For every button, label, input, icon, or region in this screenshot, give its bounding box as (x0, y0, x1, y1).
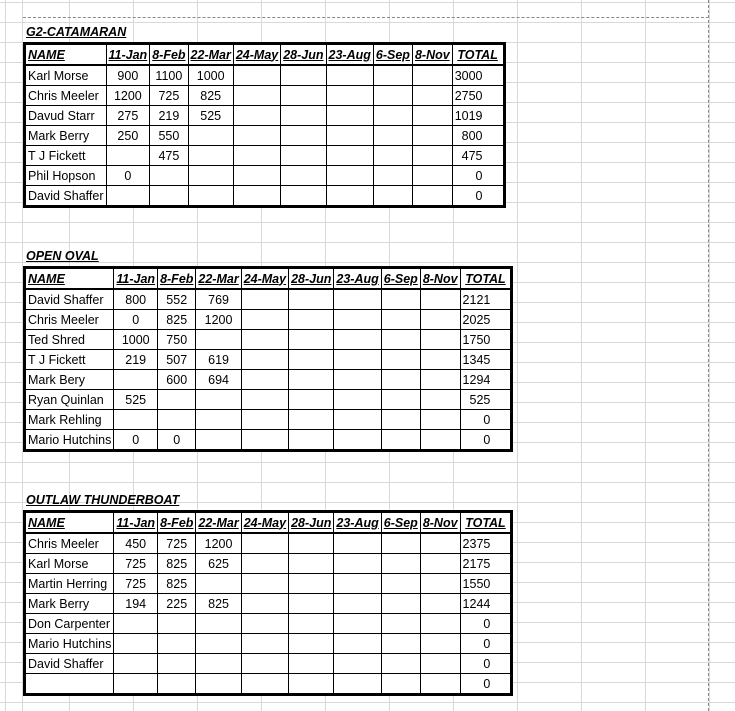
column-header-28-jun[interactable]: 28-Jun (289, 512, 334, 534)
points-cell[interactable] (412, 166, 452, 186)
column-header-24-may[interactable]: 24-May (233, 44, 280, 66)
points-cell[interactable]: 769 (196, 289, 241, 310)
driver-name-cell[interactable]: Davud Starr (25, 106, 107, 126)
points-cell[interactable] (412, 86, 452, 106)
points-cell[interactable] (241, 674, 288, 695)
table-row (25, 430, 512, 451)
points-cell[interactable] (326, 146, 373, 166)
points-cell[interactable] (381, 634, 420, 654)
total-cell[interactable]: 2121 (460, 289, 512, 310)
points-cell[interactable]: 725 (150, 86, 188, 106)
points-cell[interactable] (289, 370, 334, 390)
column-header-8-nov[interactable]: 8-Nov (420, 268, 460, 290)
points-cell[interactable] (373, 186, 412, 207)
points-cell[interactable] (381, 330, 420, 350)
points-cell[interactable]: 194 (114, 594, 158, 614)
page-break-vertical (708, 0, 709, 711)
points-cell[interactable] (158, 390, 196, 410)
points-cell[interactable] (334, 634, 381, 654)
standings-table (23, 266, 513, 452)
points-cell[interactable]: 475 (150, 146, 188, 166)
driver-name-cell[interactable]: Don Carpenter (25, 614, 114, 634)
table-row (25, 410, 512, 430)
table-row (25, 330, 512, 350)
points-cell[interactable]: 525 (188, 106, 233, 126)
points-cell[interactable]: 0 (114, 310, 158, 330)
points-cell[interactable]: 1000 (114, 330, 158, 350)
column-header-total[interactable]: TOTAL (460, 268, 512, 290)
points-cell[interactable]: 219 (114, 350, 158, 370)
points-cell[interactable] (326, 106, 373, 126)
points-cell[interactable] (420, 654, 460, 674)
points-cell[interactable] (381, 533, 420, 554)
points-cell[interactable] (241, 594, 288, 614)
points-cell[interactable] (241, 370, 288, 390)
points-cell[interactable] (420, 614, 460, 634)
points-cell[interactable] (373, 126, 412, 146)
points-cell[interactable] (420, 634, 460, 654)
points-cell[interactable] (412, 186, 452, 207)
points-cell[interactable] (420, 370, 460, 390)
driver-name-cell[interactable]: Karl Morse (25, 554, 114, 574)
points-cell[interactable] (281, 166, 326, 186)
points-cell[interactable] (158, 674, 196, 695)
total-cell[interactable]: 0 (452, 166, 504, 186)
table-row (25, 574, 512, 594)
driver-name-cell[interactable]: Mario Hutchins (25, 430, 114, 451)
points-cell[interactable] (420, 310, 460, 330)
points-cell[interactable] (412, 146, 452, 166)
points-cell[interactable] (420, 350, 460, 370)
points-cell[interactable] (233, 106, 280, 126)
total-cell[interactable]: 0 (460, 410, 512, 430)
total-cell[interactable]: 1019 (452, 106, 504, 126)
total-cell[interactable]: 3000 (452, 65, 504, 86)
points-cell[interactable] (289, 614, 334, 634)
points-cell[interactable] (196, 634, 241, 654)
points-cell[interactable] (334, 430, 381, 451)
points-cell[interactable] (334, 370, 381, 390)
points-cell[interactable] (196, 614, 241, 634)
points-cell[interactable]: 825 (188, 86, 233, 106)
points-cell[interactable] (233, 126, 280, 146)
points-cell[interactable] (281, 126, 326, 146)
points-cell[interactable] (334, 654, 381, 674)
column-header-11-jan[interactable]: 11-Jan (114, 268, 158, 290)
points-cell[interactable] (106, 186, 150, 207)
total-cell[interactable]: 2375 (460, 533, 512, 554)
points-cell[interactable] (289, 574, 334, 594)
column-header-name[interactable]: NAME (25, 268, 114, 290)
points-cell[interactable]: 725 (114, 574, 158, 594)
points-cell[interactable] (196, 654, 241, 674)
points-cell[interactable]: 0 (158, 430, 196, 451)
points-cell[interactable] (188, 126, 233, 146)
points-cell[interactable]: 0 (114, 430, 158, 451)
total-cell[interactable]: 1550 (460, 574, 512, 594)
driver-name-cell[interactable]: David Shaffer (25, 186, 107, 207)
points-cell[interactable] (150, 186, 188, 207)
total-cell[interactable]: 2175 (460, 554, 512, 574)
total-cell[interactable]: 800 (452, 126, 504, 146)
column-header-8-feb[interactable]: 8-Feb (150, 44, 188, 66)
driver-name-cell[interactable]: Mario Hutchins (25, 634, 114, 654)
points-cell[interactable]: 625 (196, 554, 241, 574)
driver-name-cell[interactable]: David Shaffer (25, 289, 114, 310)
points-cell[interactable] (241, 310, 288, 330)
table-row (25, 146, 505, 166)
points-cell[interactable] (114, 674, 158, 695)
table-row (25, 594, 512, 614)
points-cell[interactable]: 1100 (150, 65, 188, 86)
points-cell[interactable] (241, 533, 288, 554)
points-cell[interactable]: 619 (196, 350, 241, 370)
points-cell[interactable] (289, 410, 334, 430)
total-cell[interactable]: 0 (460, 614, 512, 634)
points-cell[interactable] (114, 614, 158, 634)
column-header-24-may[interactable]: 24-May (241, 512, 288, 534)
points-cell[interactable] (241, 350, 288, 370)
points-cell[interactable]: 525 (114, 390, 158, 410)
points-cell[interactable] (334, 594, 381, 614)
header-row (25, 512, 512, 534)
driver-name-cell[interactable]: T J Fickett (25, 146, 107, 166)
points-cell[interactable] (289, 289, 334, 310)
total-cell[interactable]: 0 (460, 674, 512, 695)
column-header-name[interactable]: NAME (25, 512, 114, 534)
points-cell[interactable] (373, 86, 412, 106)
points-cell[interactable] (334, 310, 381, 330)
row-header-gutter (0, 0, 23, 711)
points-cell[interactable] (334, 574, 381, 594)
table-row (25, 310, 512, 330)
points-cell[interactable]: 750 (158, 330, 196, 350)
column-header-8-nov[interactable]: 8-Nov (412, 44, 452, 66)
table-row (25, 186, 505, 207)
points-cell[interactable] (381, 370, 420, 390)
column-header-6-sep[interactable]: 6-Sep (373, 44, 412, 66)
points-cell[interactable]: 825 (158, 554, 196, 574)
points-cell[interactable] (233, 146, 280, 166)
points-cell[interactable] (241, 430, 288, 451)
points-cell[interactable] (381, 674, 420, 695)
points-cell[interactable] (281, 146, 326, 166)
points-cell[interactable] (381, 390, 420, 410)
points-cell[interactable]: 552 (158, 289, 196, 310)
points-cell[interactable] (241, 390, 288, 410)
points-cell[interactable] (289, 533, 334, 554)
points-cell[interactable] (233, 166, 280, 186)
column-header-24-may[interactable]: 24-May (241, 268, 288, 290)
table-row (25, 614, 512, 634)
points-cell[interactable] (289, 330, 334, 350)
total-cell[interactable]: 2025 (460, 310, 512, 330)
points-cell[interactable] (373, 65, 412, 86)
points-cell[interactable] (326, 65, 373, 86)
points-cell[interactable]: 1000 (188, 65, 233, 86)
points-cell[interactable] (289, 430, 334, 451)
points-cell[interactable] (420, 410, 460, 430)
points-cell[interactable]: 507 (158, 350, 196, 370)
points-cell[interactable] (158, 410, 196, 430)
points-cell[interactable] (334, 533, 381, 554)
column-header-total[interactable]: TOTAL (460, 512, 512, 534)
table-row (25, 554, 512, 574)
points-cell[interactable]: 219 (150, 106, 188, 126)
points-cell[interactable] (420, 289, 460, 310)
driver-name-cell[interactable]: Mark Rehling (25, 410, 114, 430)
points-cell[interactable] (233, 65, 280, 86)
points-cell[interactable]: 450 (114, 533, 158, 554)
points-cell[interactable] (334, 390, 381, 410)
points-cell[interactable] (241, 330, 288, 350)
points-cell[interactable] (373, 146, 412, 166)
points-cell[interactable]: 550 (150, 126, 188, 146)
header-row (25, 268, 512, 290)
points-cell[interactable] (241, 574, 288, 594)
points-cell[interactable] (241, 614, 288, 634)
total-cell[interactable]: 525 (460, 390, 512, 410)
points-cell[interactable] (188, 166, 233, 186)
points-cell[interactable] (241, 654, 288, 674)
points-cell[interactable] (420, 574, 460, 594)
points-cell[interactable] (334, 330, 381, 350)
points-cell[interactable] (420, 594, 460, 614)
points-cell[interactable]: 825 (158, 310, 196, 330)
points-cell[interactable] (289, 634, 334, 654)
points-cell[interactable] (158, 654, 196, 674)
points-cell[interactable] (196, 674, 241, 695)
points-cell[interactable] (289, 594, 334, 614)
points-cell[interactable] (188, 146, 233, 166)
header-row (25, 44, 505, 66)
table-row (25, 533, 512, 554)
driver-name-cell[interactable]: Ted Shred (25, 330, 114, 350)
table-row (25, 65, 505, 86)
points-cell[interactable]: 1200 (196, 533, 241, 554)
column-header-8-feb[interactable]: 8-Feb (158, 512, 196, 534)
points-cell[interactable] (381, 289, 420, 310)
points-cell[interactable] (381, 574, 420, 594)
total-cell[interactable]: 1345 (460, 350, 512, 370)
points-cell[interactable] (114, 654, 158, 674)
points-cell[interactable] (289, 310, 334, 330)
points-cell[interactable] (289, 654, 334, 674)
points-cell[interactable] (373, 166, 412, 186)
points-cell[interactable] (114, 634, 158, 654)
table-row (25, 126, 505, 146)
page-break-horizontal (23, 17, 709, 18)
column-header-8-nov[interactable]: 8-Nov (420, 512, 460, 534)
points-cell[interactable] (381, 310, 420, 330)
points-cell[interactable] (381, 654, 420, 674)
table-row (25, 654, 512, 674)
column-header-total[interactable]: TOTAL (452, 44, 504, 66)
points-cell[interactable] (233, 86, 280, 106)
column-header-23-aug[interactable]: 23-Aug (326, 44, 373, 66)
points-cell[interactable] (381, 614, 420, 634)
column-header-6-sep[interactable]: 6-Sep (381, 268, 420, 290)
points-cell[interactable]: 600 (158, 370, 196, 390)
total-cell[interactable]: 1294 (460, 370, 512, 390)
points-cell[interactable] (158, 634, 196, 654)
total-cell[interactable]: 475 (452, 146, 504, 166)
table-row (25, 674, 512, 695)
driver-name-cell[interactable]: David Shaffer (25, 654, 114, 674)
points-cell[interactable] (289, 350, 334, 370)
driver-name-cell[interactable]: Chris Meeler (25, 533, 114, 554)
driver-name-cell[interactable]: Mark Berry (25, 594, 114, 614)
points-cell[interactable] (114, 410, 158, 430)
driver-name-cell[interactable]: T J Fickett (25, 350, 114, 370)
points-cell[interactable] (289, 390, 334, 410)
points-cell[interactable] (381, 350, 420, 370)
points-cell[interactable] (381, 410, 420, 430)
points-cell[interactable]: 275 (106, 106, 150, 126)
total-cell[interactable]: 0 (460, 430, 512, 451)
total-cell[interactable]: 1244 (460, 594, 512, 614)
points-cell[interactable] (281, 186, 326, 207)
points-cell[interactable] (196, 574, 241, 594)
points-cell[interactable] (381, 554, 420, 574)
points-cell[interactable] (241, 289, 288, 310)
standings-table (23, 510, 513, 696)
column-header-23-aug[interactable]: 23-Aug (334, 512, 381, 534)
points-cell[interactable] (196, 410, 241, 430)
points-cell[interactable] (381, 594, 420, 614)
column-header-11-jan[interactable]: 11-Jan (106, 44, 150, 66)
points-cell[interactable] (412, 126, 452, 146)
driver-name-cell[interactable] (25, 674, 114, 695)
points-cell[interactable] (420, 554, 460, 574)
points-cell[interactable]: 0 (106, 166, 150, 186)
driver-name-cell[interactable]: Karl Morse (25, 65, 107, 86)
points-cell[interactable] (420, 430, 460, 451)
points-cell[interactable] (196, 390, 241, 410)
table-row (25, 634, 512, 654)
points-cell[interactable] (326, 86, 373, 106)
column-header-8-feb[interactable]: 8-Feb (158, 268, 196, 290)
points-cell[interactable] (334, 350, 381, 370)
column-header-name[interactable]: NAME (25, 44, 107, 66)
table-row (25, 166, 505, 186)
points-cell[interactable] (158, 614, 196, 634)
points-cell[interactable] (150, 166, 188, 186)
points-cell[interactable]: 1200 (106, 86, 150, 106)
section-title[interactable]: G2-CATAMARAN (26, 25, 127, 39)
points-cell[interactable] (188, 186, 233, 207)
driver-name-cell[interactable]: Mark Berry (25, 126, 107, 146)
points-cell[interactable]: 725 (114, 554, 158, 574)
total-cell[interactable]: 0 (460, 654, 512, 674)
points-cell[interactable] (241, 634, 288, 654)
points-cell[interactable]: 1200 (196, 310, 241, 330)
section-title[interactable]: OPEN OVAL (26, 249, 99, 263)
points-cell[interactable] (334, 554, 381, 574)
points-cell[interactable] (281, 106, 326, 126)
points-cell[interactable] (334, 674, 381, 695)
points-cell[interactable]: 225 (158, 594, 196, 614)
points-cell[interactable]: 825 (196, 594, 241, 614)
driver-name-cell[interactable]: Chris Meeler (25, 86, 107, 106)
points-cell[interactable]: 800 (114, 289, 158, 310)
table-row (25, 350, 512, 370)
column-header-23-aug[interactable]: 23-Aug (334, 268, 381, 290)
column-header-22-mar[interactable]: 22-Mar (196, 512, 241, 534)
points-cell[interactable] (281, 86, 326, 106)
driver-name-cell[interactable]: Martin Herring (25, 574, 114, 594)
section-title[interactable]: OUTLAW THUNDERBOAT (26, 493, 180, 507)
points-cell[interactable] (289, 554, 334, 574)
column-header-22-mar[interactable]: 22-Mar (196, 268, 241, 290)
column-header-11-jan[interactable]: 11-Jan (114, 512, 158, 534)
total-cell[interactable]: 0 (452, 186, 504, 207)
table-row (25, 390, 512, 410)
points-cell[interactable]: 250 (106, 126, 150, 146)
column-header-28-jun[interactable]: 28-Jun (289, 268, 334, 290)
points-cell[interactable] (381, 430, 420, 451)
points-cell[interactable] (326, 186, 373, 207)
points-cell[interactable] (196, 330, 241, 350)
table-row (25, 289, 512, 310)
points-cell[interactable] (373, 106, 412, 126)
points-cell[interactable] (334, 289, 381, 310)
total-cell[interactable]: 2750 (452, 86, 504, 106)
points-cell[interactable] (326, 126, 373, 146)
points-cell[interactable] (281, 65, 326, 86)
column-header-28-jun[interactable]: 28-Jun (281, 44, 326, 66)
points-cell[interactable]: 825 (158, 574, 196, 594)
points-cell[interactable] (420, 674, 460, 695)
points-cell[interactable] (412, 106, 452, 126)
total-cell[interactable]: 1750 (460, 330, 512, 350)
table-row (25, 106, 505, 126)
points-cell[interactable] (326, 166, 373, 186)
points-cell[interactable] (114, 370, 158, 390)
points-cell[interactable] (420, 533, 460, 554)
points-cell[interactable] (196, 430, 241, 451)
points-cell[interactable]: 694 (196, 370, 241, 390)
points-cell[interactable] (241, 554, 288, 574)
total-cell[interactable]: 0 (460, 634, 512, 654)
standings-table (23, 42, 506, 208)
table-row (25, 370, 512, 390)
points-cell[interactable] (241, 410, 288, 430)
points-cell[interactable] (420, 330, 460, 350)
driver-name-cell[interactable]: Mark Bery (25, 370, 114, 390)
driver-name-cell[interactable]: Ryan Quinlan (25, 390, 114, 410)
table-row (25, 86, 505, 106)
driver-name-cell[interactable]: Phil Hopson (25, 166, 107, 186)
column-header-6-sep[interactable]: 6-Sep (381, 512, 420, 534)
points-cell[interactable] (412, 65, 452, 86)
points-cell[interactable] (289, 674, 334, 695)
driver-name-cell[interactable]: Chris Meeler (25, 310, 114, 330)
points-cell[interactable] (106, 146, 150, 166)
points-cell[interactable]: 725 (158, 533, 196, 554)
points-cell[interactable] (233, 186, 280, 207)
points-cell[interactable] (334, 410, 381, 430)
points-cell[interactable] (420, 390, 460, 410)
column-header-22-mar[interactable]: 22-Mar (188, 44, 233, 66)
points-cell[interactable]: 900 (106, 65, 150, 86)
points-cell[interactable] (334, 614, 381, 634)
